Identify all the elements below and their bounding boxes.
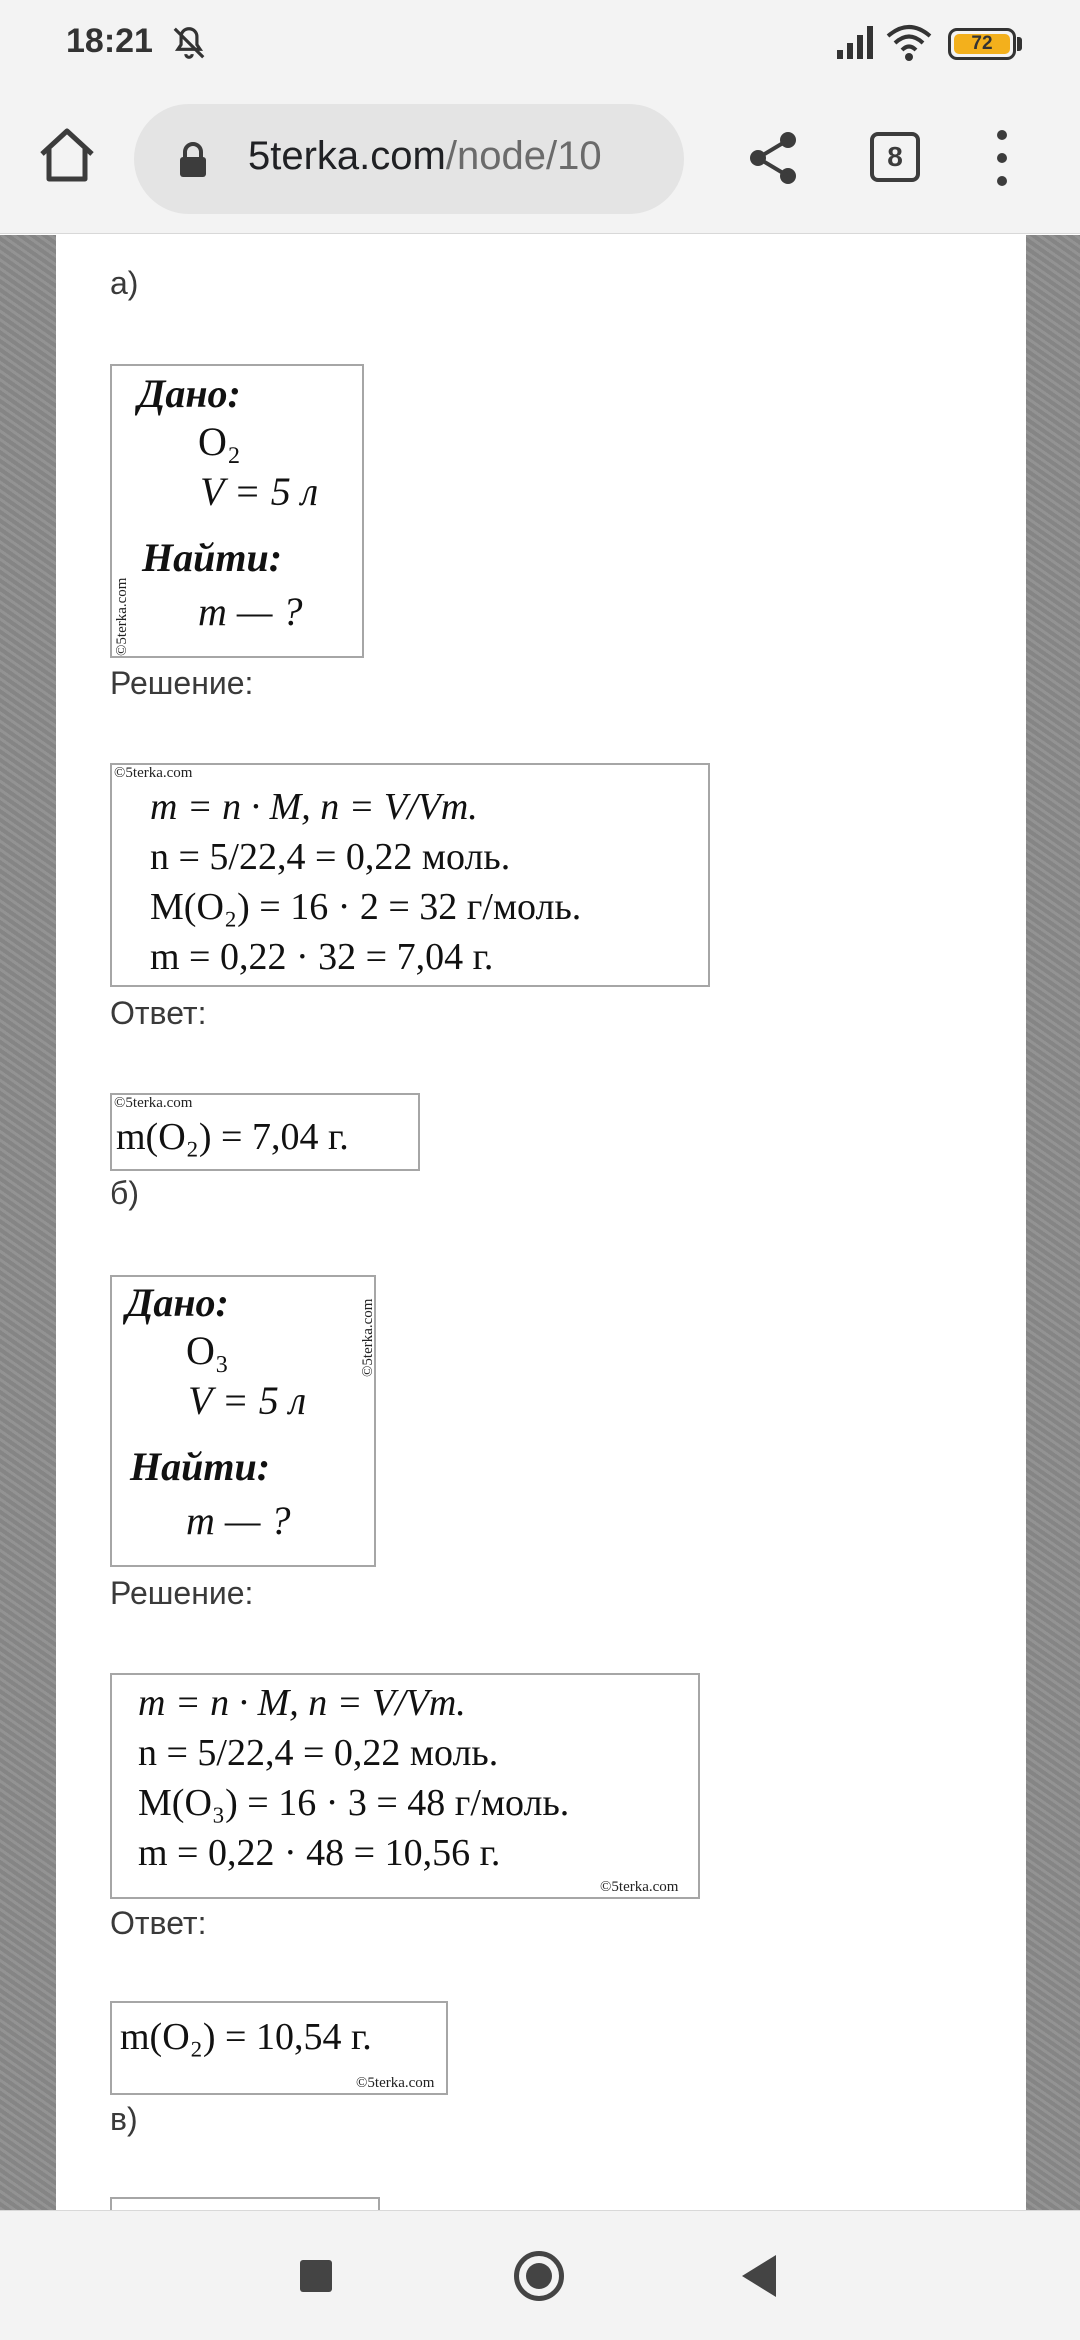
article [56,235,1026,2210]
bell-muted-icon [170,24,208,62]
answer-value: m(O₂) = 7,04 г. [116,1116,349,1158]
page-content[interactable] [0,235,1080,2210]
solution-line-1: m = n · M, n = V/Vm. [150,786,478,828]
section-label-c: в) [110,2101,138,2137]
given-title: Дано: [138,371,241,416]
watermark: ©5terka.com [114,765,193,781]
tab-switcher-button[interactable]: 8 [870,132,920,182]
watermark: ©5terka.com [356,2075,435,2091]
solution-line-2: n = 5/22,4 = 0,22 моль. [138,1732,499,1774]
cellular-signal-icon [836,24,876,60]
back-button[interactable] [742,2255,776,2297]
home-icon[interactable] [36,124,98,186]
answer-value: m(O₂) = 10,54 г. [120,2016,372,2058]
solution-box-a [110,763,710,987]
home-button[interactable] [514,2251,564,2301]
recents-button[interactable] [300,2260,332,2292]
solution-line-4: m = 0,22 · 48 = 10,56 г. [138,1832,501,1874]
given-substance: O₂ [198,419,241,464]
solution-line-1: m = n · M, n = V/Vm. [138,1682,466,1724]
battery-level: 72 [954,34,1010,54]
solution-label-a: Решение: [110,665,254,701]
address-bar[interactable] [134,104,684,214]
url-text [248,134,602,179]
solution-label-b: Решение: [110,1575,254,1611]
lock-icon [178,142,208,178]
answer-box-a [110,1093,420,1171]
find-title: Найти: [130,1444,271,1489]
status-bar [0,0,1080,90]
find-value: m — ? [186,1498,291,1543]
url-path: /node/10 [445,134,602,178]
more-menu-icon[interactable] [990,130,1014,186]
battery-icon [948,28,1016,60]
watermark: ©5terka.com [114,577,130,656]
solution-line-2: n = 5/22,4 = 0,22 моль. [150,836,511,878]
section-label-a: а) [110,265,139,301]
solution-line-3: M(O₃) = 16 · 3 = 48 г/моль. [138,1782,570,1824]
answer-label-b: Ответ: [110,1905,207,1941]
given-volume: V = 5 л [188,1378,307,1423]
given-substance: O₃ [186,1328,229,1373]
watermark: ©5terka.com [114,1095,193,1111]
given-box-c-partial [110,2197,380,2210]
section-label-b: б) [110,1175,139,1211]
system-nav-bar [0,2210,1080,2340]
battery-tip [1017,37,1022,51]
solution-box-b [110,1673,700,1899]
find-title: Найти: [142,535,283,580]
watermark: ©5terka.com [600,1879,679,1895]
browser-toolbar [0,90,1080,234]
wifi-icon [886,22,932,62]
share-icon[interactable] [748,130,800,186]
answer-label-a: Ответ: [110,995,207,1031]
solution-line-3: M(O₂) = 16 · 2 = 32 г/моль. [150,886,582,928]
watermark: ©5terka.com [360,1298,376,1377]
find-value: m — ? [198,589,303,634]
given-box-a [110,364,364,658]
solution-line-4: m = 0,22 · 32 = 7,04 г. [150,936,494,978]
given-volume: V = 5 л [200,469,319,514]
given-title: Дано: [126,1280,229,1325]
given-box-b [110,1275,376,1567]
status-time: 18:21 [66,22,153,60]
url-host: 5terka.com [248,134,446,178]
answer-box-b [110,2001,448,2095]
